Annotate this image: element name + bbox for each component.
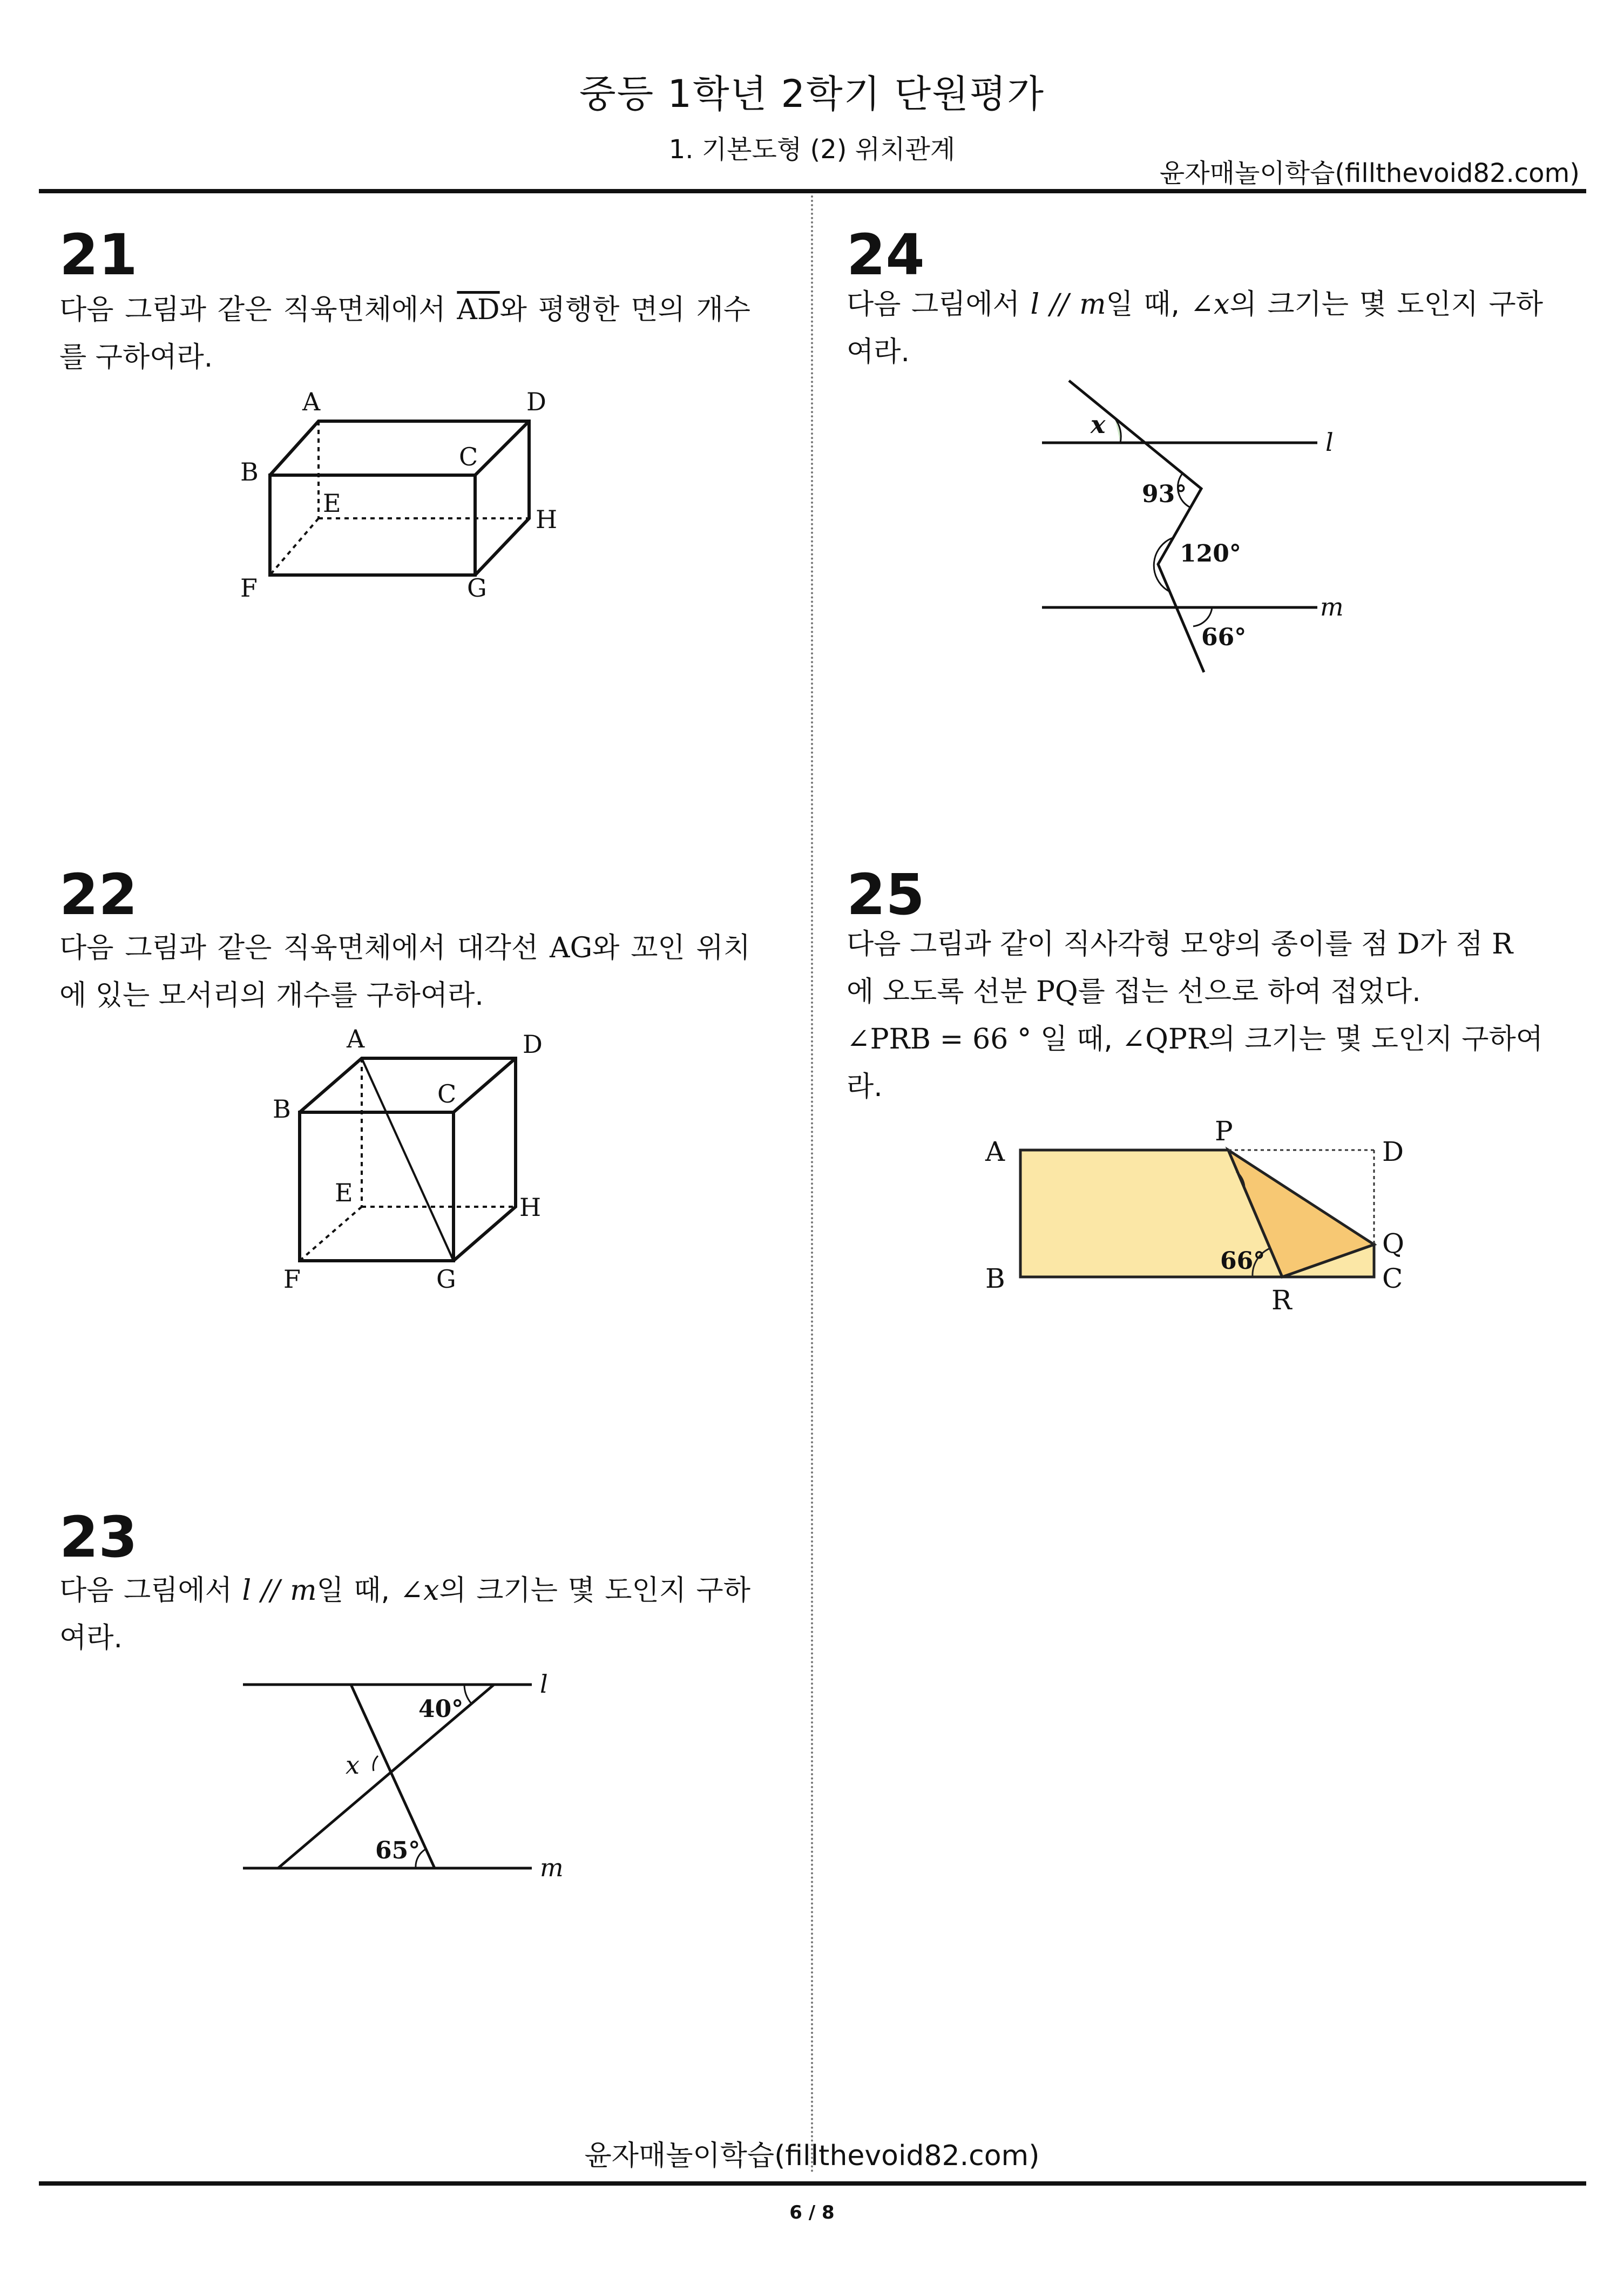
q24-label-93: 93° bbox=[1142, 481, 1187, 508]
q21-label-G: G bbox=[467, 573, 487, 603]
q25-label-D: D bbox=[1382, 1136, 1404, 1167]
q21-hidden-edges bbox=[270, 421, 529, 575]
q25-line3-mid: 일 때, bbox=[1031, 1023, 1122, 1056]
question-text-24 bbox=[847, 281, 1543, 376]
q23-label-40: 40° bbox=[418, 1695, 464, 1723]
footer-rule bbox=[39, 2181, 1586, 2186]
column-divider bbox=[811, 195, 813, 2174]
q23-arc-x bbox=[373, 1756, 378, 1771]
question-text-22 bbox=[59, 924, 750, 1019]
question-number-22: 22 bbox=[59, 862, 138, 928]
q21-label-H: H bbox=[536, 505, 558, 534]
q25-label-R: R bbox=[1271, 1284, 1292, 1316]
q24-text-after: 의 크기는 몇 도인지 구하여라. bbox=[847, 288, 1543, 368]
footer-brand: 윤자매놀이학습(fillthevoid82.com) bbox=[584, 2140, 1040, 2172]
q23-label-x: x bbox=[346, 1750, 360, 1780]
question-number-23: 23 bbox=[59, 1504, 138, 1570]
q22-label-G: G bbox=[436, 1265, 456, 1294]
q21-label-B: B bbox=[240, 457, 259, 486]
q21-label-F: F bbox=[240, 573, 258, 603]
q24-figure bbox=[1026, 373, 1393, 680]
question-number-21: 21 bbox=[59, 222, 138, 288]
q24-text-before: 다음 그림에서 bbox=[847, 288, 1031, 321]
q23-arc-40 bbox=[464, 1685, 471, 1703]
q22-label-E: E bbox=[335, 1178, 353, 1207]
q22-text-before: 다음 그림과 같은 직육면체에서 대각선 bbox=[59, 932, 550, 964]
q25-line3-after: 의 크기는 몇 도인지 구하여라. bbox=[847, 1023, 1544, 1103]
q25-label-B: B bbox=[985, 1263, 1005, 1294]
q21-edge-CD bbox=[475, 421, 529, 475]
q25-point-D: D bbox=[1397, 928, 1420, 961]
q21-back-edges bbox=[270, 421, 529, 575]
q25-given-angle: ∠PRB = 66 ° bbox=[847, 1023, 1032, 1056]
q22-label-F: F bbox=[283, 1265, 301, 1294]
q21-segment: $\overline{AD}$ bbox=[457, 294, 500, 326]
q22-label-H: H bbox=[519, 1193, 542, 1222]
q25-point-R: R bbox=[1492, 928, 1513, 961]
q24-label-66: 66° bbox=[1201, 624, 1247, 651]
question-text-25 bbox=[847, 921, 1543, 1111]
q23-angle: ∠x bbox=[400, 1574, 439, 1607]
q25-segment-PQ: PQ bbox=[1036, 976, 1078, 1008]
q21-figure bbox=[227, 383, 594, 610]
q25-label-A: A bbox=[985, 1136, 1005, 1167]
question-number-25: 25 bbox=[847, 862, 925, 928]
q22-edge-CD bbox=[454, 1058, 516, 1112]
q25-line2-after: 를 접는 선으로 하여 접었다. bbox=[1078, 976, 1421, 1008]
q21-label-E: E bbox=[323, 489, 341, 518]
q23-text-after: 의 크기는 몇 도인지 구하여라. bbox=[59, 1574, 750, 1654]
q25-label-66: 66° bbox=[1220, 1247, 1266, 1275]
q22-label-C: C bbox=[437, 1079, 457, 1108]
q24-label-x: x bbox=[1091, 410, 1106, 439]
q25-figure bbox=[977, 1107, 1442, 1323]
q24-text-mid: 일 때, bbox=[1106, 288, 1190, 321]
q21-text-before: 다음 그림과 같은 직육면체에서 bbox=[59, 294, 457, 326]
question-number-24: 24 bbox=[847, 222, 925, 288]
q22-label-B: B bbox=[273, 1094, 291, 1124]
q21-label-C: C bbox=[459, 442, 478, 471]
q21-label-D: D bbox=[526, 387, 546, 416]
q25-label-C: C bbox=[1382, 1263, 1403, 1294]
page-title: 중등 1학년 2학기 단원평가 bbox=[579, 72, 1045, 116]
q25-target-angle: ∠QPR bbox=[1121, 1023, 1209, 1056]
q24-label-120: 120° bbox=[1180, 540, 1241, 567]
q22-label-D: D bbox=[523, 1030, 543, 1059]
q24-zigzag bbox=[1069, 381, 1204, 672]
page-subtitle: 1. 기본도형 (2) 위치관계 bbox=[668, 134, 956, 165]
header-rule bbox=[39, 189, 1586, 193]
q24-parallel: l // m bbox=[1030, 288, 1106, 321]
q25-line1-before: 다음 그림과 같이 직사각형 모양의 종이를 점 bbox=[847, 928, 1397, 961]
question-text-21 bbox=[59, 286, 750, 381]
q21-text-after: 와 평행한 면의 개수를 구하여라. bbox=[59, 294, 750, 374]
q24-label-l: l bbox=[1325, 428, 1334, 457]
q22-label-A: A bbox=[347, 1024, 365, 1053]
q25-label-Q: Q bbox=[1382, 1228, 1404, 1259]
q23-text-before: 다음 그림에서 bbox=[59, 1574, 242, 1607]
q25-line2-before: 에 오도록 선분 bbox=[847, 976, 1036, 1008]
q22-figure bbox=[265, 1015, 567, 1296]
q25-label-P: P bbox=[1215, 1115, 1233, 1147]
q22-text-after: 와 꼬인 위치에 있는 모서리의 개수를 구하여라. bbox=[59, 932, 750, 1012]
q25-line1-mid: 가 점 bbox=[1419, 928, 1492, 961]
header-brand: 윤자매놀이학습(fillthevoid82.com) bbox=[1159, 158, 1580, 188]
question-text-23 bbox=[59, 1567, 750, 1662]
q23-figure bbox=[238, 1663, 594, 1895]
q24-angle: ∠x bbox=[1190, 288, 1230, 321]
q23-label-65: 65° bbox=[375, 1837, 421, 1864]
q21-label-A: A bbox=[302, 387, 321, 416]
q22-diagonal: AG bbox=[550, 932, 593, 964]
q23-parallel: l // m bbox=[242, 1574, 317, 1607]
q24-label-m: m bbox=[1320, 592, 1344, 621]
q23-text-mid: 일 때, bbox=[316, 1574, 400, 1607]
q21-front-face bbox=[270, 475, 475, 575]
q22-front-face bbox=[300, 1112, 454, 1261]
q23-label-m: m bbox=[540, 1853, 564, 1882]
page-number: 6 / 8 bbox=[789, 2202, 835, 2223]
q23-label-l: l bbox=[540, 1669, 548, 1699]
